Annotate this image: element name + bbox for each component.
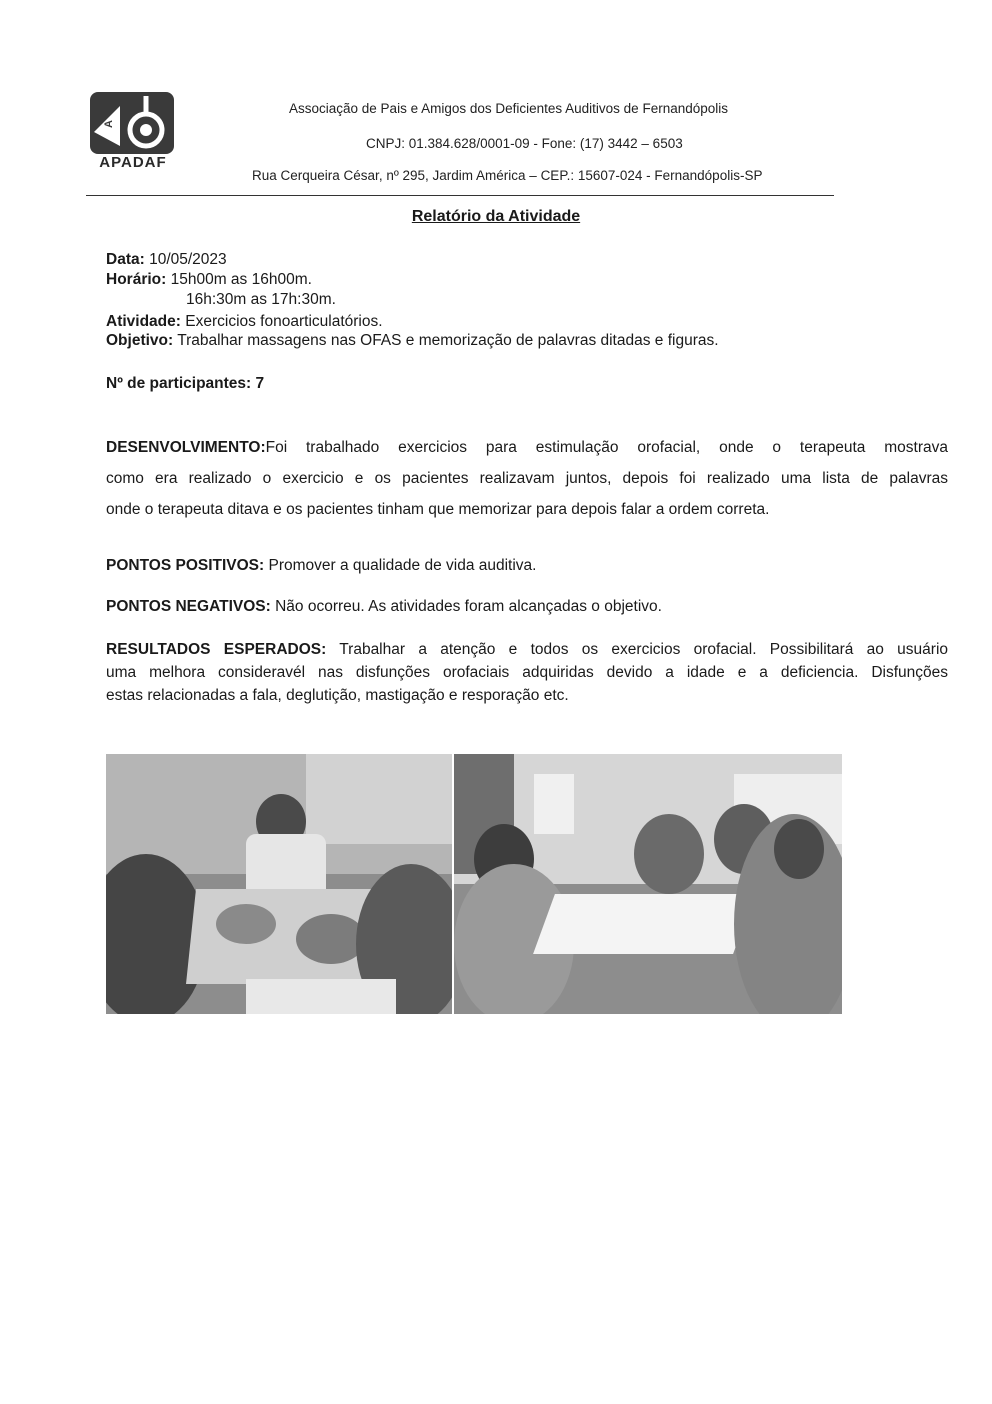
results-line-3: estas relacionadas a fala, deglutição, mastigação e resporação etc. [106, 687, 569, 704]
logo-mark [90, 92, 174, 154]
results-section [106, 638, 948, 707]
report-title: Relatório da Atividade [411, 208, 581, 225]
results-label: RESULTADOS ESPERADOS: [106, 641, 327, 658]
address: Rua Cerqueira César, nº 295, Jardim América – CEP.: 15607-024 - Fernandópolis-SP [252, 168, 763, 183]
activity-line [106, 313, 383, 331]
ear-icon [90, 92, 174, 154]
date-value: 10/05/2023 [149, 251, 227, 268]
photo-right [454, 754, 842, 1014]
activity-photos [106, 754, 842, 1014]
objective-line [106, 332, 719, 350]
development-label: DESENVOLVIMENTO: [106, 439, 266, 456]
participants: Nº de participantes: 7 [106, 375, 265, 392]
development-line-1: Foi trabalhado exercicios para estimulação orofacial, onde o terapeuta mostrava [265, 439, 948, 456]
time-line [106, 271, 312, 289]
activity-value: Exercicios fonoarticulatórios. [185, 313, 383, 330]
negatives-value: Não ocorreu. As atividades foram alcançadas o objetivo. [275, 598, 662, 615]
positives-line [106, 557, 536, 575]
results-line-2: uma melhora consideravél nas disfunções orofaciais adquiridas devido a idade e a deficiencia. Disfunções [106, 664, 948, 681]
photo-left [106, 754, 452, 1014]
logo-text: APADAF [99, 154, 167, 171]
time-label: Horário: [106, 271, 167, 288]
org-name: Associação de Pais e Amigos dos Deficientes Auditivos de Fernandópolis [289, 101, 729, 116]
activity-label: Atividade: [106, 313, 181, 330]
positives-value: Promover a qualidade de vida auditiva. [268, 557, 537, 574]
time-value-1: 15h00m as 16h00m. [170, 271, 312, 288]
negatives-label: PONTOS NEGATIVOS: [106, 598, 271, 615]
objective-value: Trabalhar massagens nas OFAS e memorização de palavras ditadas e figuras. [177, 332, 719, 349]
objective-label: Objetivo: [106, 332, 174, 349]
date-label: Data: [106, 251, 145, 268]
development-line-3: onde o terapeuta ditava e os pacientes tinham que memorizar para depois falar a ordem correta. [106, 501, 770, 518]
development-line-2: como era realizado o exercicio e os pacientes realizavam juntos, depois foi realizado uma lista de palavras [106, 470, 948, 487]
cnpj-phone: CNPJ: 01.384.628/0001-09 - Fone: (17) 3442 – 6503 [366, 136, 683, 151]
header-divider [86, 195, 834, 196]
results-line-1: Trabalhar a atenção e todos os exercicios orofacial. Possibilitará ao usuário [326, 641, 949, 658]
positives-label: PONTOS POSITIVOS: [106, 557, 265, 574]
apadaf-logo [88, 92, 178, 172]
svg-text:A: A [103, 120, 115, 128]
time-value-2: 16h:30m as 17h:30m. [186, 291, 336, 308]
negatives-line [106, 598, 662, 616]
development-section [106, 432, 948, 525]
date-line [106, 251, 227, 269]
